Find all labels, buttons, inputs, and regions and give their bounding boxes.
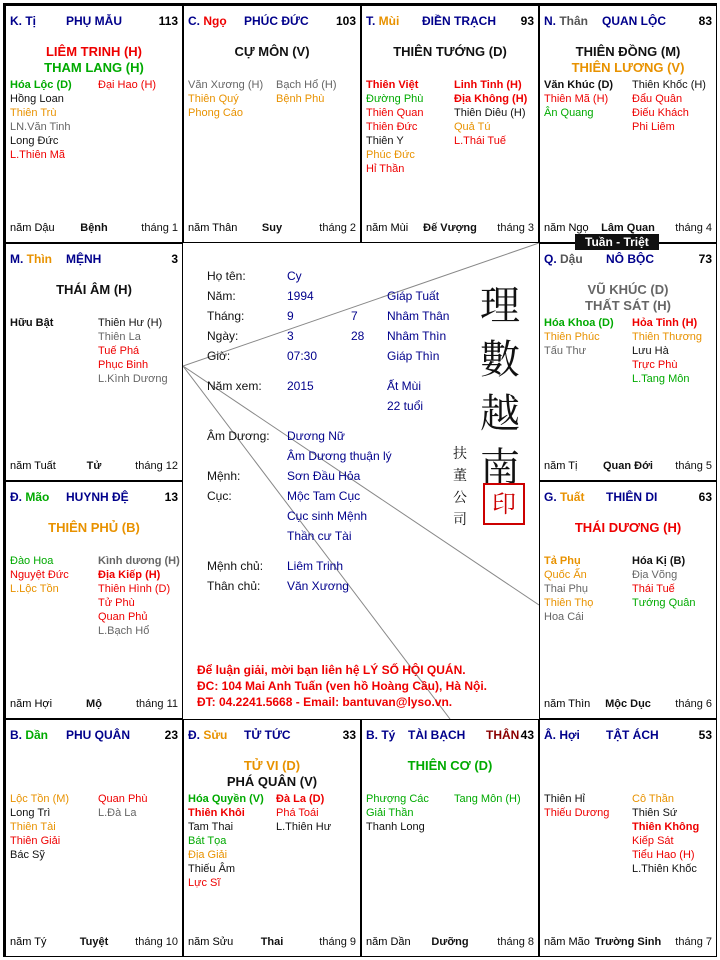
branch-label: Â. Hợi [544, 728, 580, 742]
star: Bệnh Phù [276, 93, 325, 105]
star: Địa Không (H) [454, 93, 528, 105]
main-star: VŨ KHÚC (D) [587, 282, 669, 297]
star: Hỏa Tinh (H) [632, 317, 698, 329]
year-label: năm Tuất [10, 460, 56, 472]
palace-ti[interactable] [5, 5, 183, 243]
main-star: TỬ VI (D) [243, 758, 301, 773]
star: Thai Phụ [544, 583, 589, 595]
palace-name: TỬ TỨC [244, 728, 291, 742]
menhchu-label: Mệnh chủ: [207, 559, 264, 573]
star: L.Tang Môn [632, 373, 690, 385]
day-value: 3 [287, 329, 294, 343]
branch-label: C. Ngọ [188, 14, 227, 28]
month-label: tháng 2 [319, 222, 356, 234]
stage-label: Đế Vượng [423, 222, 477, 234]
star-list-right [454, 78, 527, 148]
star: Thiên Hư (H) [98, 317, 163, 329]
star-list-right [632, 316, 702, 386]
year-label: năm Thìn [544, 698, 591, 710]
star: Đà La (D) [276, 793, 325, 805]
star: Địa Kiếp (H) [98, 569, 161, 581]
palace-number: 33 [342, 728, 356, 742]
star: Hóa Khoa (D) [544, 317, 614, 329]
palace-number: 93 [520, 14, 534, 28]
palace-name: TẬT ÁCH [606, 728, 659, 742]
star: Thiên Hình (D) [98, 583, 171, 595]
main-star: THIÊN TƯỚNG (D) [393, 44, 507, 59]
horoscope-chart [3, 3, 717, 957]
year-label: năm Tý [10, 936, 47, 948]
star: Phi Liêm [632, 121, 675, 133]
center-panel [183, 243, 539, 719]
contact-line-3[interactable]: ĐT: 04.2241.5668 - Email: bantuvan@lyso.vn. [197, 695, 453, 709]
view-year-label: Năm xem: [207, 379, 262, 393]
star-list-left [10, 316, 53, 330]
star: Ân Quang [544, 107, 594, 119]
star: Thiên Không [632, 821, 700, 833]
star: Quốc Ấn [544, 569, 587, 581]
branch-label: Đ. Sửu [188, 728, 228, 742]
star: Tiểu Hao (H) [632, 849, 695, 861]
branch-label: G. Tuất [544, 490, 585, 504]
star: Kình dương (H) [98, 555, 180, 567]
star-list-left [544, 316, 614, 358]
palace-ty[interactable] [361, 719, 539, 957]
main-star: THÁI DƯƠNG (H) [574, 520, 682, 535]
star: Phượng Các [366, 793, 429, 805]
branch-label: N. Thân [544, 14, 589, 28]
month-value: 9 [287, 309, 294, 323]
cuc-value: Mộc Tam Cục [287, 489, 361, 503]
star-list-right [98, 316, 168, 386]
star: L.Đà La [98, 807, 137, 819]
star: Tướng Quân [632, 597, 696, 609]
year-label: năm Ngọ [544, 222, 589, 234]
star: Thiên Quan [366, 107, 424, 119]
star: LN.Văn Tinh [10, 121, 71, 133]
star: Hóa Quyền (V) [188, 793, 264, 805]
star: Thiên Phúc [544, 331, 600, 343]
year-label: năm Tị [544, 460, 578, 472]
main-star: THÁI ÂM (H) [56, 282, 132, 297]
palace-number: 23 [164, 728, 178, 742]
name-label: Họ tên: [207, 269, 246, 283]
star: Thiếu Dương [544, 807, 610, 819]
star: Thiên Quý [188, 93, 239, 105]
menh-value: Sơn Đầu Hỏa [287, 469, 361, 483]
name-value: Cy [287, 269, 302, 283]
calligraphy [475, 279, 525, 495]
branch-label: M. Thìn [10, 252, 52, 266]
hour-can: Giáp Thìn [387, 349, 440, 363]
star: Kiếp Sát [632, 835, 674, 847]
star: Thiên Thương [632, 331, 703, 343]
palace-number: 43 [520, 728, 534, 742]
amduong-value: Dương Nữ [287, 429, 345, 443]
star: Hỉ Thần [366, 163, 405, 175]
stage-label: Bệnh [80, 222, 108, 234]
star-list-right [98, 554, 180, 638]
star: Đào Hoa [10, 555, 54, 567]
star: Thiên Trù [10, 107, 57, 119]
month-label: tháng 10 [135, 936, 178, 948]
month-label: tháng 9 [319, 936, 356, 948]
palace-tuat[interactable] [539, 481, 717, 719]
day-can: Nhâm Thìn [387, 329, 447, 343]
star: Thiên Hỉ [544, 793, 585, 805]
year-label: Năm: [207, 289, 236, 303]
star: Thái Tuế [632, 583, 675, 595]
star-list-left [544, 78, 613, 120]
star: Thiên Đức [366, 121, 418, 133]
star-list-right [632, 78, 706, 134]
star: Long Trì [10, 807, 51, 819]
month-label: tháng 1 [141, 222, 178, 234]
star: Phong Cáo [188, 107, 244, 119]
star: Cô Thần [632, 793, 674, 805]
star: Đẩu Quân [632, 93, 683, 105]
palace-number: 73 [698, 252, 712, 266]
palace-name: HUYNH ĐỆ [66, 490, 129, 504]
star: Thiên Khốc (H) [632, 79, 706, 91]
star-list-left [10, 78, 72, 162]
calligraphy-char: 越 [480, 391, 520, 437]
star: Long Đức [10, 135, 59, 147]
star-list-left [544, 554, 593, 624]
star: L.Thiên Khốc [632, 863, 697, 875]
view-year-can: Ất Mùi [387, 379, 422, 393]
star: Tang Môn (H) [454, 793, 521, 805]
branch-label: T. Mùi [366, 14, 400, 28]
star: Hoa Cái [544, 611, 584, 623]
star-list-right [454, 792, 521, 806]
amduong-note: Âm Dương thuận lý [287, 449, 392, 463]
stage-label: Quan Đới [603, 460, 653, 472]
star: L.Kình Dương [98, 373, 168, 385]
star: Đường Phù [366, 93, 424, 105]
star: Hữu Bật [10, 317, 54, 329]
palace-number: 3 [171, 252, 178, 266]
star: Điếu Khách [632, 107, 689, 119]
star-list-left [366, 792, 429, 834]
star-list-right [98, 78, 156, 92]
star: Tam Thai [188, 821, 234, 833]
year-label: năm Dậu [10, 222, 55, 234]
palace-ngo[interactable] [183, 5, 361, 243]
palace-number: 53 [698, 728, 712, 742]
year-label: năm Mùi [366, 222, 409, 234]
calligraphy-char: 南 [480, 445, 520, 491]
star: Quả Tú [454, 121, 491, 133]
day-label: Ngày: [207, 329, 239, 343]
amduong-label: Âm Dương: [207, 429, 270, 443]
calligraphy-char: 理 [480, 283, 520, 329]
month-label: tháng 6 [675, 698, 712, 710]
star: L.Thái Tuế [454, 135, 506, 147]
year-label: năm Sửu [188, 936, 234, 948]
star: Tuế Phá [98, 345, 140, 357]
palace-name: PHÚC ĐỨC [244, 14, 309, 28]
main-star: THIÊN ĐỒNG (M) [575, 44, 681, 59]
star: Đại Hao (H) [98, 79, 157, 91]
month-label: tháng 7 [675, 936, 712, 948]
star: Lưu Hà [632, 345, 669, 357]
star: Tả Phụ [544, 555, 581, 567]
branch-label: B. Tý [366, 728, 396, 742]
star: Phá Toái [276, 807, 319, 819]
star-list-right [276, 78, 337, 106]
star-list-right [98, 792, 148, 820]
palace-name: MỆNH [66, 252, 102, 266]
star: Tử Phù [98, 597, 135, 609]
month-can: Nhâm Thân [387, 309, 450, 323]
star: Thiên Tài [10, 821, 56, 833]
cuc-note: Cục sinh Mệnh [287, 509, 368, 523]
star-list-left [10, 554, 69, 596]
star: Thiên Sứ [632, 807, 678, 819]
palace-dau[interactable] [539, 243, 717, 481]
year-can: Giáp Tuất [387, 289, 440, 303]
star-list-right [632, 792, 699, 876]
palace-thin[interactable] [5, 243, 183, 481]
contact-line-2: ĐC: 104 Mai Anh Tuấn (ven hồ Hoàng Cầu), Hà Nội. [197, 679, 488, 693]
seal-stamp [483, 483, 525, 525]
age-value: 22 tuổi [387, 399, 424, 413]
month-label: tháng 5 [675, 460, 712, 472]
palace-than[interactable] [539, 5, 717, 243]
palace-number: 13 [164, 490, 178, 504]
cuc-note-2: Thần cư Tài [287, 529, 352, 543]
main-star: LIÊM TRINH (H) [45, 44, 143, 59]
palace-mui[interactable] [361, 5, 539, 243]
stage-label: Tử [86, 460, 102, 472]
star: Thiên Khôi [188, 807, 245, 819]
hour-value: 07:30 [287, 349, 318, 363]
palace-name: NÔ BỘC [606, 252, 654, 266]
month-label: tháng 3 [497, 222, 534, 234]
star: Quan Phủ [98, 611, 148, 623]
palace-name: ĐIỀN TRẠCH [422, 14, 496, 28]
star: Thiên Diêu (H) [454, 107, 526, 119]
star: Văn Xương (H) [188, 79, 264, 91]
tuan-triet-badge: Tuần - Triệt [575, 234, 659, 250]
main-star: PHÁ QUÂN (V) [226, 774, 318, 789]
view-year-value: 2015 [287, 379, 314, 393]
menhchu-value: Liêm Trinh [287, 559, 344, 573]
menh-label: Mệnh: [207, 469, 241, 483]
month-label: tháng 12 [135, 460, 178, 472]
star: Địa Võng [632, 569, 678, 581]
stage-label: Suy [261, 222, 283, 234]
month-label: tháng 8 [497, 936, 534, 948]
palace-dan[interactable] [5, 719, 183, 957]
main-star: THAM LANG (H) [44, 60, 144, 75]
palace-name: QUAN LỘC [602, 14, 666, 28]
stage-label: Trường Sinh [594, 936, 662, 948]
palace-name: PHU QUÂN [66, 728, 131, 742]
star: Linh Tinh (H) [454, 79, 522, 91]
palace-name: PHỤ MẪU [66, 14, 122, 28]
star-list-right [632, 554, 696, 610]
star: Bạch Hổ (H) [276, 79, 337, 91]
star: L.Thiên Mã [10, 149, 66, 161]
month-label: Tháng: [207, 309, 245, 323]
main-star: THIÊN PHỦ (B) [48, 520, 140, 535]
palace-number: 83 [698, 14, 712, 28]
star-list-left [544, 792, 609, 820]
main-star: CỰ MÔN (V) [234, 44, 310, 59]
star: Thiên Mã (H) [544, 93, 609, 105]
star-list-left [366, 78, 423, 176]
month-lunar: 7 [351, 309, 358, 323]
branch-label: K. Tị [10, 14, 36, 28]
palace-name: THIÊN DI [606, 490, 658, 504]
star: Quan Phù [98, 793, 148, 805]
star: Tấu Thư [544, 345, 587, 357]
thanchu-label: Thân chủ: [207, 579, 261, 593]
main-star: THẤT SÁT (H) [585, 298, 671, 313]
thanchu-value: Văn Xương [287, 579, 349, 593]
star: Địa Giải [188, 849, 228, 861]
star: Nguyệt Đức [10, 569, 69, 581]
main-star: THIÊN LƯƠNG (V) [571, 60, 685, 75]
stage-label: Lâm Quan [601, 222, 655, 234]
branch-label: Q. Dậu [544, 252, 583, 266]
palace-name: TÀI BẠCH [408, 728, 466, 742]
stage-label: Tuyệt [79, 936, 109, 948]
star-list-left [10, 792, 69, 862]
star-list-left [188, 78, 263, 120]
star: L.Lộc Tồn [10, 583, 59, 595]
month-label: tháng 4 [675, 222, 712, 234]
star: Lực Sĩ [188, 877, 221, 889]
year-label: năm Thân [188, 222, 238, 234]
star: Thiên La [98, 331, 141, 343]
palace-mao[interactable] [5, 481, 183, 719]
palace-number: 103 [335, 14, 356, 28]
star: Phúc Đức [366, 149, 415, 161]
year-label: năm Dần [366, 936, 411, 948]
star-list-left [188, 792, 264, 890]
star: Hồng Loan [10, 93, 64, 105]
palace-hoi[interactable] [539, 719, 717, 957]
star-list-right [276, 792, 331, 834]
star: Thiên Việt [366, 79, 419, 91]
calligraphy-char: 數 [480, 337, 520, 383]
star: Lộc Tồn (M) [10, 793, 70, 805]
palace-suu[interactable] [183, 719, 361, 957]
star: Thanh Long [366, 821, 425, 833]
star: L.Bạch Hổ [98, 625, 150, 637]
star: Thiên Thọ [544, 597, 594, 609]
star: Bác Sỹ [10, 849, 45, 861]
star: Hóa Kị (B) [632, 555, 686, 567]
star: Văn Khúc (D) [544, 79, 614, 91]
main-star: THIÊN CƠ (D) [407, 758, 493, 773]
year-value: 1994 [287, 289, 314, 303]
star: Hóa Lộc (D) [10, 79, 72, 91]
star: Thiên Y [366, 135, 404, 147]
year-label: năm Mão [544, 936, 590, 948]
year-label: năm Hợi [10, 698, 53, 710]
contact-line-1[interactable]: Để luận giải, mời bạn liên hệ LÝ SỐ HỘI QUÁN. [197, 663, 466, 677]
star: Trực Phù [632, 359, 678, 371]
branch-label: B. Dần [10, 728, 49, 742]
calligraphy-small: 扶 董 公 司 [453, 446, 467, 528]
stage-label: Mộ [86, 698, 102, 710]
palace-number: 113 [158, 14, 178, 28]
hour-label: Giờ: [207, 349, 231, 363]
star: L.Thiên Hư [276, 821, 332, 833]
seal-char: 印 [492, 490, 516, 518]
cuc-label: Cục: [207, 489, 232, 503]
than-badge: THÂN [486, 728, 520, 742]
star: Thiếu Âm [188, 863, 236, 875]
star: Phục Binh [98, 359, 149, 371]
month-label: tháng 11 [135, 698, 178, 710]
branch-label: Đ. Mão [10, 490, 50, 504]
day-lunar: 28 [351, 329, 365, 343]
star: Giải Thần [366, 807, 414, 819]
stage-label: Mộc Dục [605, 698, 651, 710]
star: Bát Tọa [188, 835, 227, 847]
stage-label: Dưỡng [431, 936, 469, 948]
stage-label: Thai [260, 936, 284, 948]
palace-number: 63 [698, 490, 712, 504]
star: Thiên Giải [10, 835, 61, 847]
